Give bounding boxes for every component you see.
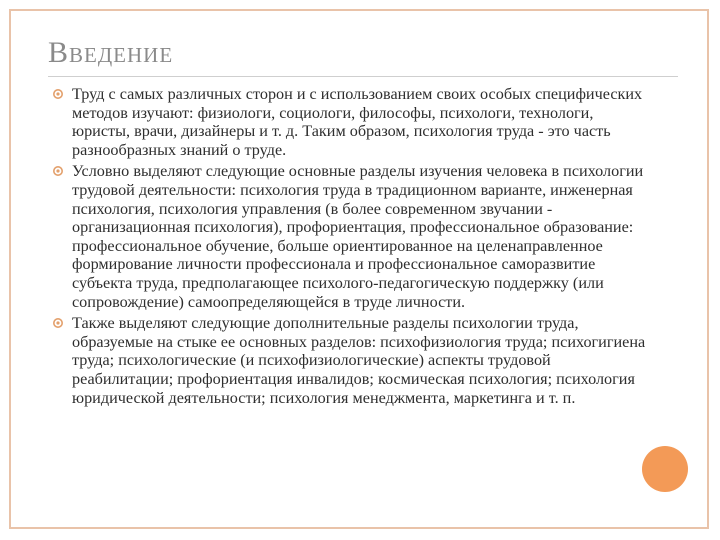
bullet-item [48, 314, 648, 407]
ring-bullet-icon [52, 165, 64, 177]
bullet-text: Условно выделяют следующие основные разделы изучения человека в психологии трудовой деятельности: психология труда в традиционном варианте, инженерная психология, психология управления (в более современном звучании - организационная психология), профориентация, профессиональное образование: профессиональное обучение, больше ориентированное на целенаправленное формирование личности профессионала и профессиональное саморазвитие субъекта труда, предполагающее психолого-педагогическую поддержку (или сопровождение) самоопределяющейся в труде личности. [72, 162, 644, 311]
orange-circle-decoration [642, 446, 688, 492]
bullet-list [48, 85, 648, 410]
ring-bullet-icon [52, 88, 64, 100]
bullet-text: Также выделяют следующие дополнительные разделы психологии труда, образуемые на стыке ее основных разделов: психофизиология труда; психогигиена труда; психологические (и психофизиологические) аспекты трудовой реабилитации; профориентация инвалидов; космическая психология; психология юридической деятельности; психология менеджмента, маркетинга и т. п. [72, 314, 646, 407]
bullet-item [48, 85, 648, 159]
slide-title: Введение [48, 36, 174, 69]
bullet-item [48, 162, 648, 311]
ring-bullet-icon [52, 317, 64, 329]
title-divider [48, 76, 678, 77]
bullet-text: Труд с самых различных сторон и с использованием своих особых специфических методов изучают: физиологи, социологи, философы, психологи, технологи, юристы, врачи, дизайнеры и т. д. Таким образом, психология труда - это часть разнообразных знаний о труде. [72, 85, 643, 159]
